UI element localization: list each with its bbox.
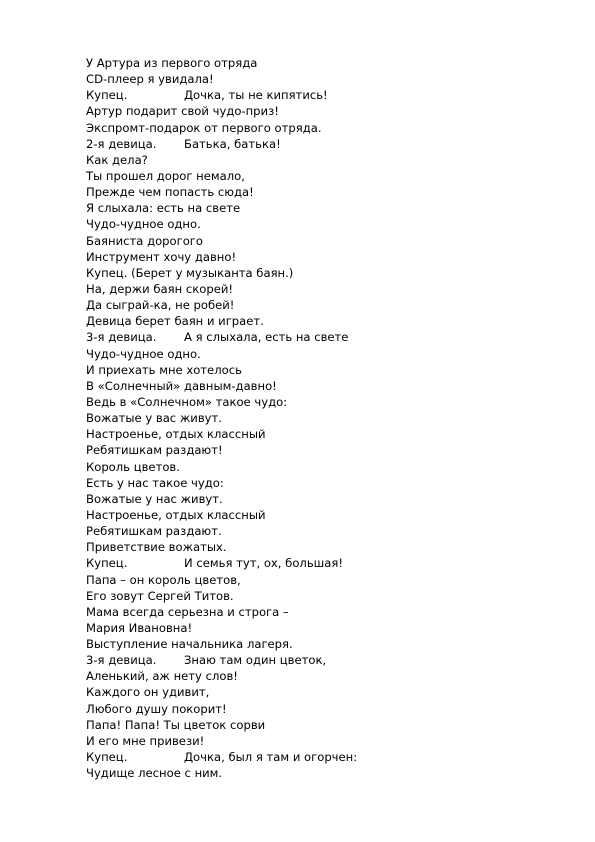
line-text: Вожатые у вас живут. [86,411,222,426]
line-text: Чудо-чудное одно. [86,217,201,232]
speaker-label: 3-я девица. [86,330,157,345]
speaker-label: Купец. [86,750,128,765]
line-text: У Артура из первого отряда [86,56,258,70]
line-text: А я слыхала, есть на свете [184,330,349,345]
line-text: Его зовут Сергей Титов. [86,588,234,603]
text-line [86,491,546,507]
line-text: Да сыграй-ка, не робей! [86,298,235,313]
text-line [86,588,546,604]
text-line [86,507,546,523]
dialogue-line [86,555,546,571]
text-line [86,55,546,71]
text-line [86,733,546,749]
line-text: Мария Ивановна! [86,620,193,635]
line-text: Ребятишкам раздают! [86,443,223,458]
line-text: Есть у нас такое чудо: [86,475,224,490]
line-text: Каждого он удивит, [86,685,210,700]
line-text: Артур подарит свой чудо-приз! [86,104,279,119]
line-text: Прежде чем попасть сюда! [86,185,254,200]
text-line [86,233,546,249]
text-line [86,668,546,684]
text-line [86,684,546,700]
text-line [86,523,546,539]
text-line [86,152,546,168]
line-text: CD-плеер я увидала! [86,72,214,87]
text-line [86,297,546,313]
speaker-label: Купец. [86,88,128,103]
text-line [86,442,546,458]
dialogue-line [86,87,546,103]
text-line [86,103,546,119]
line-text: Экспромт-подарок от первого отряда. [86,120,322,135]
line-text: Ведь в «Солнечном» такое чудо: [86,394,288,409]
text-line [86,216,546,232]
line-text: Папа! Папа! Ты цветок сорви [86,717,266,732]
script-text [86,55,546,781]
line-text: Вожатые у нас живут. [86,491,223,506]
line-text: Девица берет баян и играет. [86,314,264,329]
dialogue-line [86,136,546,152]
text-line [86,200,546,216]
line-text: Выступление начальника лагеря. [86,637,293,652]
line-text: На, держи баян скорей! [86,281,234,296]
line-text: Дочка, ты не кипятись! [184,88,328,103]
line-text: Я слыхала: есть на свете [86,201,241,216]
text-line [86,717,546,733]
text-line [86,765,546,781]
text-line [86,572,546,588]
speaker-label: 2-я девица. [86,136,157,151]
text-line [86,459,546,475]
line-text: Король цветов. [86,459,180,474]
text-line [86,168,546,184]
line-text: Настроенье, отдых классный [86,507,266,522]
text-line [86,701,546,717]
text-line [86,394,546,410]
line-text: Чудище лесное с ним. [86,766,223,781]
line-text: Как дела? [86,152,148,167]
text-line [86,281,546,297]
text-line [86,426,546,442]
text-line [86,313,546,329]
dialogue-line [86,749,546,765]
text-line [86,346,546,362]
line-text: Знаю там один цветок, [184,653,327,668]
dialogue-line [86,329,546,345]
line-text: Папа – он король цветов, [86,572,241,587]
text-line [86,620,546,636]
line-text: Ребятишкам раздают. [86,524,222,539]
line-text: Ты прошел дорог немало, [86,168,245,183]
text-line [86,378,546,394]
speaker-label: Купец. [86,556,128,571]
text-line [86,604,546,620]
line-text: Любого душу покорит! [86,701,227,716]
text-line [86,539,546,555]
line-text: И приехать мне хотелось [86,362,242,377]
speaker-label: 3-я девица. [86,653,157,668]
text-line [86,636,546,652]
text-line [86,265,546,281]
line-text: Дочка, был я там и огорчен: [184,750,358,765]
text-line [86,71,546,87]
line-text: Приветствие вожатых. [86,540,227,555]
line-text: Баяниста дорогого [86,233,203,248]
text-line [86,475,546,491]
line-text: Чудо-чудное одно. [86,346,201,361]
text-line [86,249,546,265]
line-text: Аленький, аж нету слов! [86,669,238,684]
text-line [86,184,546,200]
text-line [86,120,546,136]
line-text: И его мне привези! [86,733,205,748]
line-text: Инструмент хочу давно! [86,249,237,264]
line-text: И семья тут, ох, большая! [184,556,343,571]
line-text: Купец. (Берет у музыканта баян.) [86,265,294,280]
line-text: Настроенье, отдых классный [86,427,266,442]
line-text: Мама всегда серьезна и строга – [86,604,289,619]
line-text: Батька, батька! [184,136,281,151]
line-text: В «Солнечный» давным-давно! [86,378,277,393]
text-line [86,410,546,426]
dialogue-line [86,652,546,668]
text-line [86,362,546,378]
